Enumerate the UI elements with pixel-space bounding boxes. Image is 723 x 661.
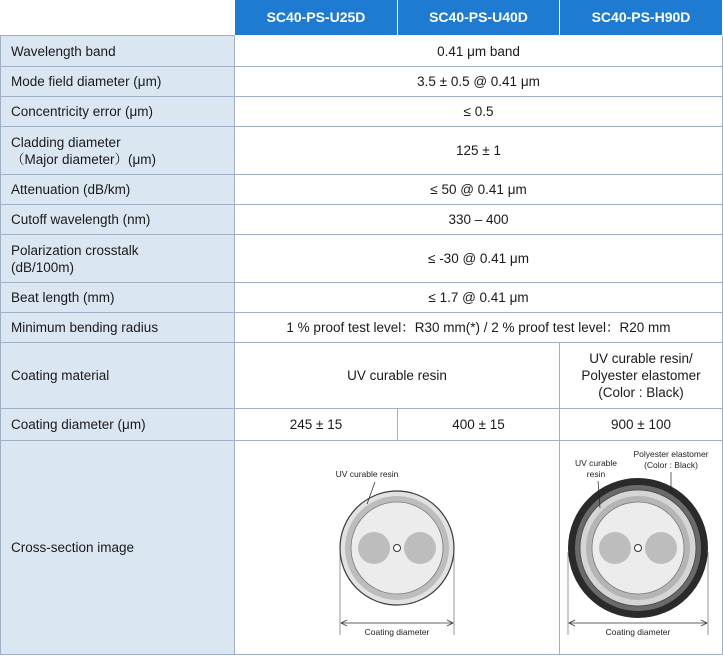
coating-material-h90d-line1: UV curable resin/: [589, 351, 693, 366]
label-bending: Minimum bending radius: [1, 313, 235, 343]
row-coating-diameter: [1, 409, 723, 441]
label-cladding: [1, 127, 235, 175]
value-bending: 1 % proof test level：R30 mm(*) / 2 % proof test level：R20 mm: [235, 313, 723, 343]
row-wavelength: [1, 36, 723, 67]
label-wavelength: Wavelength band: [1, 36, 235, 67]
uv-diameter-label: Coating diameter: [364, 626, 430, 637]
value-cladding: 125 ± 1: [235, 127, 723, 175]
coating-material-h90d-line3: (Color : Black): [598, 385, 684, 400]
header-blank: [1, 0, 235, 36]
h90d-core: [635, 544, 642, 551]
value-beat: ≤ 1.7 @ 0.41 μm: [235, 283, 723, 313]
value-wavelength: 0.41 μm band: [235, 36, 723, 67]
row-crosstalk: [1, 235, 723, 283]
label-cutoff: Cutoff wavelength (nm): [1, 205, 235, 235]
row-mfd: [1, 67, 723, 97]
row-cutoff: [1, 205, 723, 235]
header-col-u40d: SC40-PS-U40D: [398, 0, 560, 36]
label-crosstalk-line1: Polarization crosstalk: [11, 242, 139, 258]
value-attenuation: ≤ 50 @ 0.41 μm: [235, 175, 723, 205]
label-coating-material: Coating material: [1, 343, 235, 409]
label-mfd: Mode field diameter (μm): [1, 67, 235, 97]
uv-resin-label: UV curable resin: [335, 468, 399, 479]
value-coating-material-h90d: [560, 343, 723, 409]
h90d-resin-label-line1: UV curable: [574, 457, 618, 468]
uv-stress-rod-right: [404, 532, 436, 564]
header-row: [1, 0, 723, 36]
label-coating-diameter: Coating diameter (μm): [1, 409, 235, 441]
coating-material-h90d-line2: Polyester elastomer: [581, 368, 701, 383]
h90d-resin-label-line2: resin: [586, 468, 606, 479]
value-crosstalk: ≤ -30 @ 0.41 μm: [235, 235, 723, 283]
value-coating-diameter-u40d: 400 ± 15: [398, 409, 560, 441]
label-crosstalk-line2: (dB/100m): [11, 259, 75, 275]
h90d-stress-rod-right: [645, 532, 677, 564]
cross-section-uv: [235, 441, 560, 655]
cross-section-h90d: [560, 441, 723, 655]
label-cladding-line1: Cladding diameter: [11, 134, 121, 150]
value-concentricity: ≤ 0.5: [235, 97, 723, 127]
value-coating-diameter-u25d: 245 ± 15: [235, 409, 398, 441]
value-mfd: 3.5 ± 0.5 @ 0.41 μm: [235, 67, 723, 97]
label-attenuation: Attenuation (dB/km): [1, 175, 235, 205]
row-bending: [1, 313, 723, 343]
header-col-u25d: SC40-PS-U25D: [235, 0, 398, 36]
row-coating-material: [1, 343, 723, 409]
uv-core: [394, 544, 401, 551]
cross-section-h90d-diagram: [560, 442, 722, 654]
label-cladding-line2: （Major diameter）(μm): [11, 151, 157, 167]
row-cross-section: [1, 441, 723, 655]
h90d-elastomer-label-line1: Polyester elastomer: [633, 448, 709, 459]
row-concentricity: [1, 97, 723, 127]
h90d-stress-rod-left: [599, 532, 631, 564]
cross-section-uv-diagram: [235, 442, 560, 654]
row-cladding: [1, 127, 723, 175]
header-col-h90d: SC40-PS-H90D: [560, 0, 723, 36]
row-beat: [1, 283, 723, 313]
row-attenuation: [1, 175, 723, 205]
h90d-elastomer-label-line2: (Color : Black): [644, 459, 698, 470]
label-concentricity: Concentricity error (μm): [1, 97, 235, 127]
value-coating-diameter-h90d: 900 ± 100: [560, 409, 723, 441]
value-cutoff: 330 – 400: [235, 205, 723, 235]
label-crosstalk: [1, 235, 235, 283]
label-cross-section: Cross-section image: [1, 441, 235, 655]
value-coating-material-uv: UV curable resin: [235, 343, 560, 409]
uv-stress-rod-left: [358, 532, 390, 564]
label-beat: Beat length (mm): [1, 283, 235, 313]
h90d-diameter-label: Coating diameter: [605, 626, 671, 637]
